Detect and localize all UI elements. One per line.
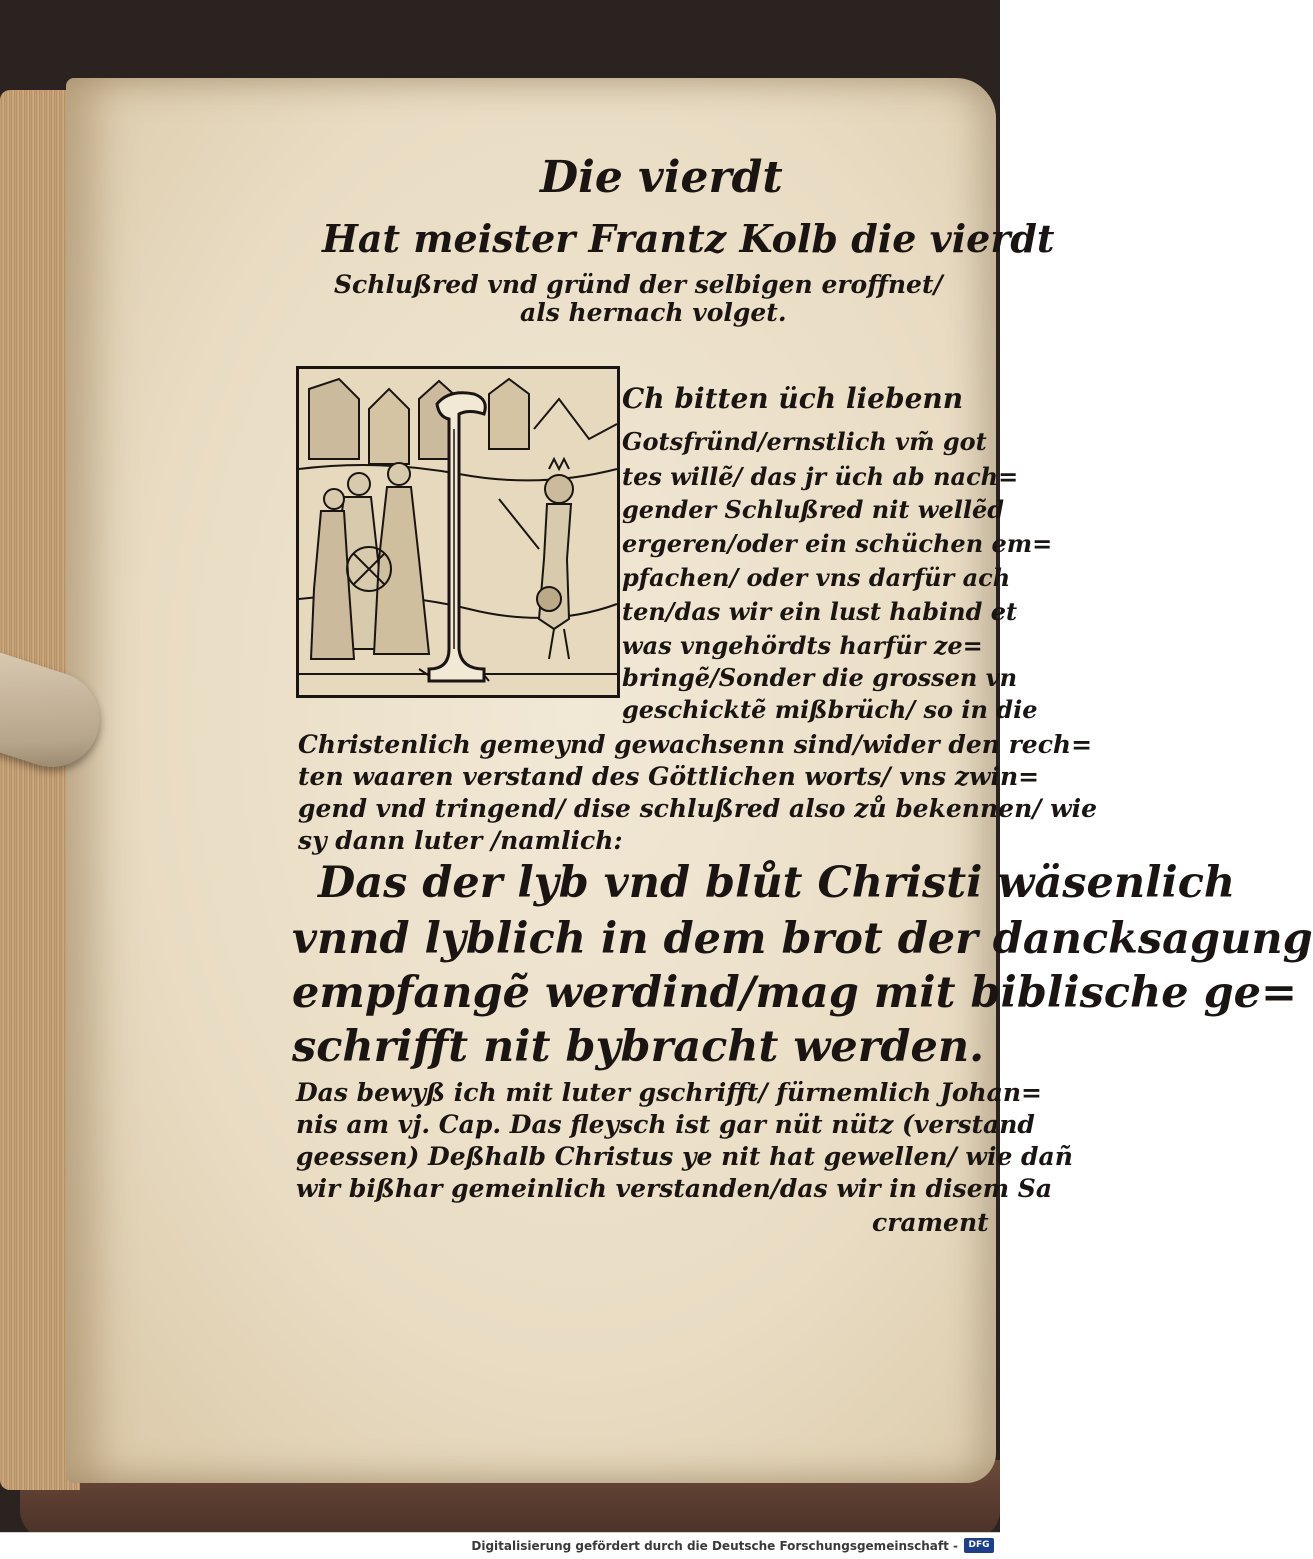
heading-line-1: Die vierdt [540, 152, 783, 203]
intro-line: Gotsfründ/ernstlich vm̃ got [622, 427, 987, 456]
proof-line: geessen) Deßhalb Christus ye nit hat gewellen/ wie dañ [296, 1142, 1073, 1171]
heading-line-4: als hernach volget. [520, 298, 787, 327]
thesis-line: vnnd lyblich in dem brot der dancksagung [292, 914, 1313, 964]
footer-credit: Digitalisierung gefördert durch die Deutsche Forschungsgemeinschaft - [471, 1539, 958, 1553]
intro-line: bringẽ/Sonder die grossen vn [622, 663, 1018, 692]
intro-line: ergeren/oder ein schüchen em= [622, 529, 1053, 558]
proof-line: nis am vj. Cap. Das fleysch ist gar nüt nütz (verstand [296, 1110, 1035, 1139]
woodcut-initial-i [296, 366, 620, 698]
footer-bar [0, 1532, 1000, 1559]
thesis-line: schrifft nit bybracht werden. [292, 1022, 985, 1072]
intro-line: ten/das wir ein lust habind et [622, 597, 1018, 626]
proof-line: crament [872, 1208, 989, 1237]
thesis-line: empfangẽ werdind/mag mit biblische ge= [292, 968, 1298, 1018]
intro-line: gender Schlußred nit wellẽd [622, 495, 1005, 524]
proof-line: Das bewyß ich mit luter gschrifft/ fürnemlich Johan= [296, 1078, 1043, 1107]
intro-line: gend vnd tringend/ dise schlußred also zů bekennen/ wie [298, 794, 1097, 823]
intro-line: geschicktẽ mißbrüch/ so in die [622, 695, 1038, 724]
intro-line: Christenlich gemeynd gewachsenn sind/wider den rech= [298, 730, 1093, 759]
woodcut-illustration [299, 369, 617, 695]
intro-line: sy dann luter /namlich: [298, 826, 623, 855]
intro-line: Ch bitten üch liebenn [622, 382, 964, 415]
intro-line: pfachen/ oder vns darfür ach [622, 563, 1011, 592]
heading-line-3: Schlußred vnd gründ der selbigen eroffnet/ [334, 270, 943, 299]
heading-line-2: Hat meister Frantz Kolb die vierdt [322, 216, 1055, 261]
proof-line: wir bißhar gemeinlich verstanden/das wir in disem Sa [296, 1174, 1053, 1203]
intro-line: ten waaren verstand des Göttlichen worts/ vns zwin= [298, 762, 1040, 791]
thesis-line: Das der lyb vnd blůt Christi wäsenlich [318, 858, 1236, 908]
intro-line: tes willẽ/ das jr üch ab nach= [622, 462, 1019, 491]
dfg-logo[interactable]: DFG [964, 1538, 994, 1553]
intro-line: was vngehördts harfür ze= [622, 631, 983, 660]
